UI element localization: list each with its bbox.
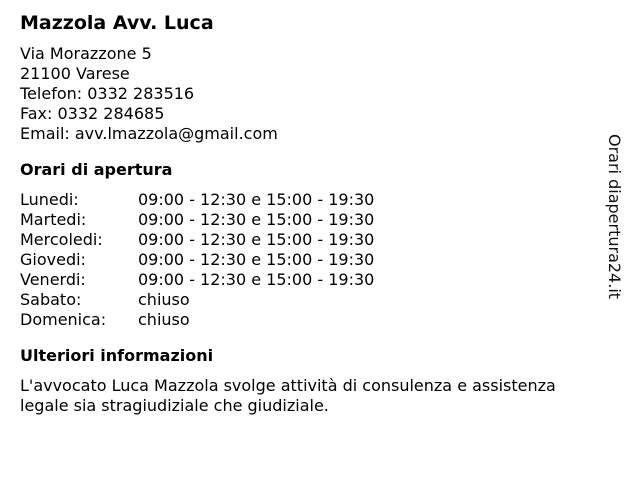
phone-number: Telefon: 0332 283516 <box>20 84 195 103</box>
day-label: Giovedi: <box>20 250 86 269</box>
street-address: Via Morazzone 5 <box>20 44 152 63</box>
hours-row-domenica <box>20 310 600 330</box>
email-address: Email: avv.lmazzola@gmail.com <box>20 124 278 143</box>
time-value: 09:00 - 12:30 e 15:00 - 19:30 <box>138 210 375 229</box>
day-label: Domenica: <box>20 310 107 329</box>
address-block <box>20 44 600 144</box>
hours-row-giovedi <box>20 250 600 270</box>
hours-row-mercoledi <box>20 230 600 250</box>
opening-hours-table <box>20 190 600 330</box>
time-value: 09:00 - 12:30 e 15:00 - 19:30 <box>138 270 375 289</box>
time-value: chiuso <box>138 310 190 329</box>
time-value: 09:00 - 12:30 e 15:00 - 19:30 <box>138 190 375 209</box>
site-brand-link[interactable]: Orari diapertura24.it <box>605 134 624 300</box>
additional-info-text: L'avvocato Luca Mazzola svolge attività di consulenza e assistenza legale sia stragiudiziale che giudiziale. <box>20 376 556 415</box>
hours-row-martedi <box>20 210 600 230</box>
city-address: 21100 Varese <box>20 64 130 83</box>
fax-number: Fax: 0332 284685 <box>20 104 165 123</box>
day-label: Lunedi: <box>20 190 79 209</box>
day-label: Venerdi: <box>20 270 86 289</box>
opening-hours-heading: Orari di apertura <box>20 160 173 179</box>
day-label: Mercoledi: <box>20 230 103 249</box>
day-label: Martedi: <box>20 210 87 229</box>
time-value: chiuso <box>138 290 190 309</box>
hours-row-sabato <box>20 290 600 310</box>
time-value: 09:00 - 12:30 e 15:00 - 19:30 <box>138 230 375 249</box>
business-card <box>20 10 600 416</box>
time-value: 09:00 - 12:30 e 15:00 - 19:30 <box>138 250 375 269</box>
additional-info-heading: Ulteriori informazioni <box>20 346 214 365</box>
hours-row-venerdi <box>20 270 600 290</box>
day-label: Sabato: <box>20 290 82 309</box>
business-name: Mazzola Avv. Luca <box>20 12 214 34</box>
hours-row-lunedi <box>20 190 600 210</box>
